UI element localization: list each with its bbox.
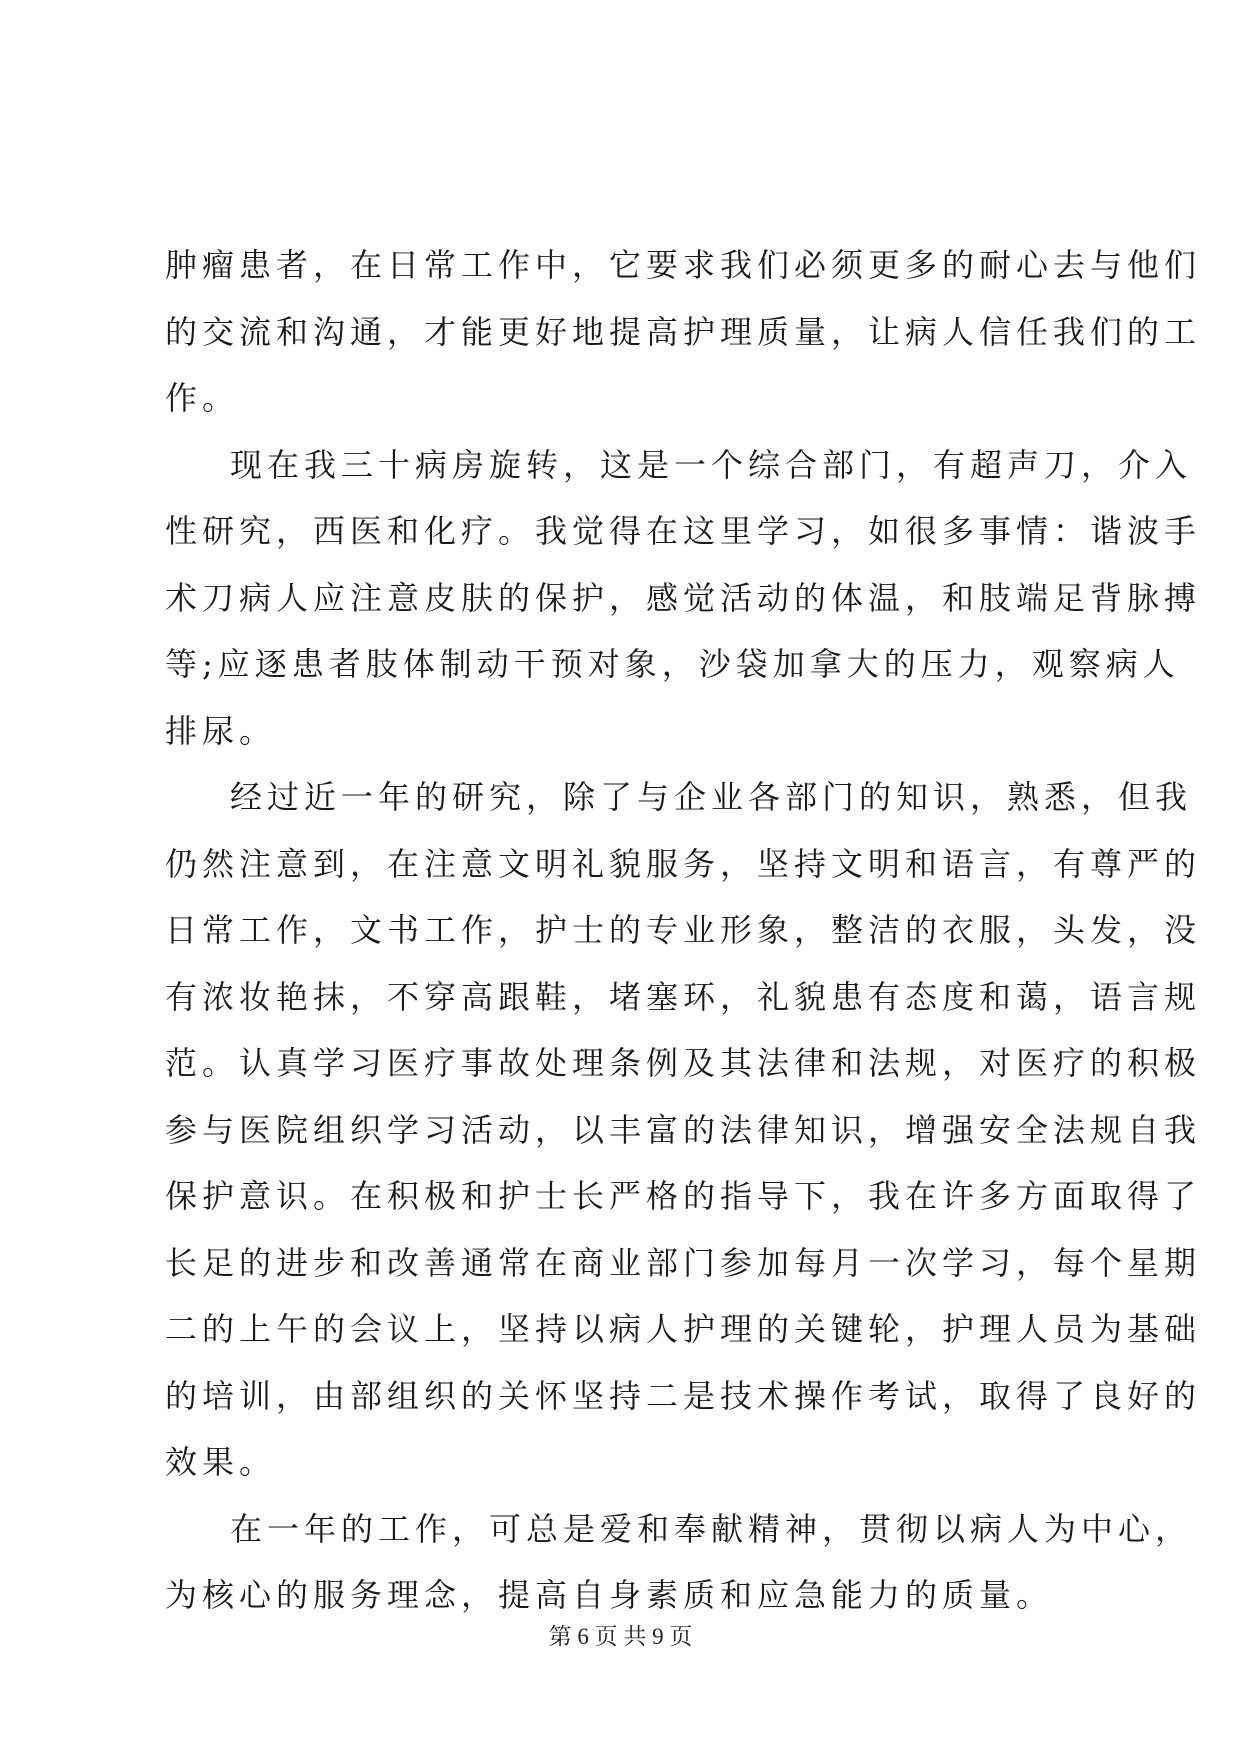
- text-line: 范。认真学习医疗事故处理条例及其法律和法规，对医疗的积极: [165, 1044, 1202, 1082]
- text-line: 等;应逐患者肢体制动干预对象，沙袋加拿大的压力，观察病人: [165, 645, 1180, 683]
- text-line: 参与医院组织学习活动，以丰富的法律知识，增强安全法规自我: [165, 1110, 1202, 1149]
- page-number-footer: 第 6 页 共 9 页: [548, 1624, 693, 1649]
- text-line: 肿瘤患者，在日常工作中，它要求我们必须更多的耐心去与他们: [165, 246, 1202, 284]
- text-line: 有浓妆艳抹，不穿高跟鞋，堵塞环，礼貌患有态度和蔼，语言规: [165, 977, 1202, 1016]
- text-line: 的培训，由部组织的关怀坚持二是技术操作考试，取得了良好的: [165, 1376, 1202, 1415]
- text-line: 术刀病人应注意皮肤的保护，感觉活动的体温，和肢端足背脉搏: [165, 578, 1202, 617]
- text-line: 为核心的服务理念，提高自身素质和应急能力的质量。: [165, 1576, 1054, 1614]
- paragraph-start-line: 现在我三十病房旋转，这是一个综合部门，有超声刀，介入: [230, 445, 1193, 484]
- text-line: 效果。: [165, 1443, 277, 1481]
- text-line: 长足的进步和改善通常在商业部门参加每月一次学习，每个星期: [165, 1243, 1202, 1282]
- text-line: 二的上午的会议上，坚持以病人护理的关键轮，护理人员为基础: [165, 1310, 1202, 1348]
- text-line: 的交流和沟通，才能更好地提高护理质量，让病人信任我们的工: [165, 312, 1202, 351]
- paragraph-start-line: 经过近一年的研究，除了与企业各部门的知识，熟悉，但我: [230, 778, 1193, 816]
- text-line: 日常工作，文书工作，护士的专业形象，整洁的衣服，头发，没: [165, 911, 1202, 949]
- document-body: [165, 232, 1202, 1629]
- paragraph-start-line: 在一年的工作，可总是爱和奉献精神，贯彻以病人为中心，: [230, 1509, 1193, 1548]
- text-line: 保护意识。在积极和护士长严格的指导下，我在许多方面取得了: [165, 1177, 1202, 1215]
- text-line: 性研究，西医和化疗。我觉得在这里学习，如很多事情：谐波手: [165, 512, 1202, 550]
- text-line: 作。: [165, 379, 240, 417]
- text-line: 排尿。: [165, 711, 277, 750]
- text-line: 仍然注意到，在注意文明礼貌服务，坚持文明和语言，有尊严的: [165, 844, 1202, 883]
